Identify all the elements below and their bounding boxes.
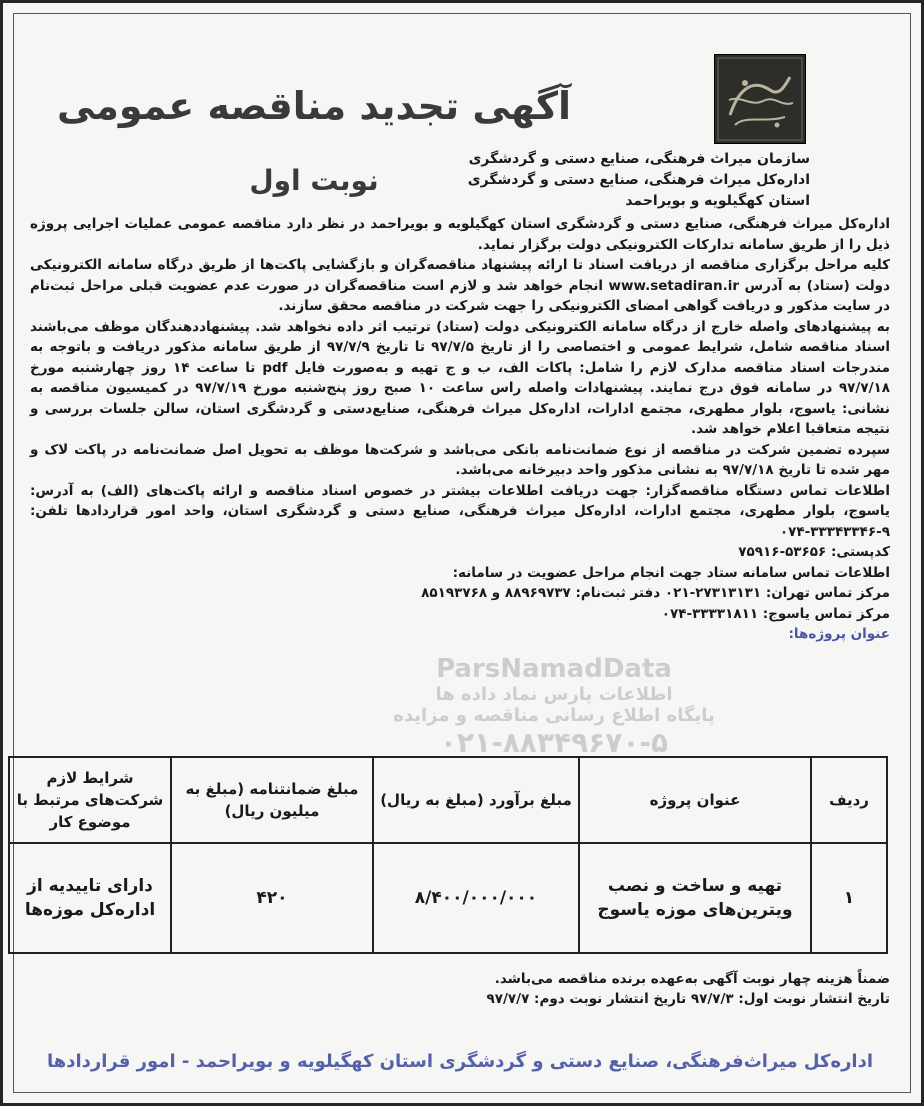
projects-heading: عنوان پروژه‌ها:: [788, 626, 890, 642]
paragraph-guarantee: سپرده تضمین شرکت در مناقصه از نوع ضمانت‌نامه بانکی می‌باشد و شرکت‌ها موظف به تحویل اصل ضمانت‌نامه در پاکت لاک و مهر شده تا تاریخ ۹۷/۷/۱۸ به نشانی مذکور واحد دبیرخانه می‌باشد.: [30, 441, 890, 478]
organization-name-block: [450, 149, 810, 212]
footnote-publish-dates: تاریخ انتشار نوبت اول: ۹۷/۷/۳ تاریخ انتشار نوبت دوم: ۹۷/۷/۷: [486, 991, 890, 1007]
cell-project-title: تهیه و ساخت و نصب ویترین‌های موزه یاسوج: [579, 843, 811, 953]
issuer-signature-line: اداره‌کل میراث‌فرهنگی، صنایع دستی و گردشگری استان کهگیلویه و بویراحمد - امور قراردادها: [46, 1051, 874, 1072]
cell-requirements: دارای تاییدیه از اداره‌کل موزه‌ها: [9, 843, 171, 953]
organization-logo: [714, 54, 806, 144]
header-project-title: عنوان پروژه: [579, 757, 811, 843]
watermark: [344, 654, 764, 759]
paragraph-setad-contact: اطلاعات تماس سامانه ستاد جهت انجام مراحل عضویت در سامانه:: [452, 564, 890, 581]
org-line-1: سازمان میراث فرهنگی، صنایع دستی و گردشگری: [468, 151, 810, 167]
watermark-line-3: پایگاه اطلاع رسانی مناقصه و مزایده: [393, 705, 715, 726]
paragraph-deadlines: به پیشنهادهای واصله خارج از درگاه سامانه الکترونیکی دولت (ستاد) ترتیب اثر داده نخواهد شد. پیشنهاددهندگان موظف می‌باشند اسناد مناقصه شامل، شرایط عمومی و اختصاصی را از تاریخ ۹۷/۷/۵ تا تاریخ ۹۷/۷/۹ از طریق سامانه مذکور دریافت و باتوجه به مندرجات اسناد مناقصه مدارک لازم را شامل: پاکات الف، ب و ج تهیه و به‌صورت فایل pdf تا ساعت ۱۴ روز چهارشنبه مورخ ۹۷/۷/۱۸ در سامانه فوق درج نمایند. پیشنهادات واصله راس ساعت ۱۰ صبح روز پنج‌شنبه مورخ ۹۷/۷/۱۹ در کمیسیون مناقصه به نشانی: یاسوج، بلوار مطهری، مجتمع ادارات، اداره‌کل میراث فرهنگی، صنایع‌دستی و گردشگری استان، سالن جلسات بررسی و نتیجه متعاقبا اعلام خواهد شد.: [30, 318, 891, 437]
table-header-row: [9, 757, 887, 843]
projects-table: [8, 756, 888, 954]
footnotes: [30, 969, 890, 1009]
cell-row-number: ۱: [811, 843, 887, 953]
header-guarantee: مبلغ ضمانتنامه (مبلغ به میلیون ریال): [171, 757, 373, 843]
paragraph-yasuj-contact: مرکز تماس یاسوج: ۳۳۳۳۱۸۱۱-۰۷۴: [661, 605, 890, 622]
watermark-line-4: ۰۲۱-۸۸۳۴۹۶۷۰-۵: [439, 726, 669, 759]
notice-round: نوبت اول: [249, 164, 379, 197]
header-row-number: ردیف: [811, 757, 887, 843]
notice-header: [14, 34, 910, 214]
paragraph-postal-code: کدپستی: ۵۳۶۵۶-۷۵۹۱۶: [738, 544, 890, 560]
paragraph-process: کلیه مراحل برگزاری مناقصه از دریافت اسناد تا ارائه پیشنهاد مناقصه‌گران و بازگشایی پاکت‌ها از طریق درگاه سامانه الکترونیکی دولت (ستاد) به آدرس www.setadiran.ir انجام خواهد شد و لازم است مناقصه‌گران در صورت عدم عضویت قبلی مراحل ثبت‌نام در سایت مذکور و دریافت گواهی امضای الکترونیکی را جهت شرکت در مناقصه محقق سازند.: [30, 257, 890, 314]
org-line-3: استان کهگیلویه و بویراحمد: [625, 193, 810, 209]
footnote-ad-cost: ضمناً هزینه چهار نوبت آگهی به‌عهده برنده مناقصه می‌باشد.: [494, 971, 890, 987]
header-requirements: شرایط لازم شرکت‌های مرتبط با موضوع کار: [9, 757, 171, 843]
header-estimate: مبلغ برآورد (مبلغ به ریال): [373, 757, 579, 843]
notice-body: [30, 214, 890, 645]
paragraph-contact: اطلاعات تماس دستگاه مناقصه‌گزار: جهت دریافت اطلاعات بیشتر در خصوص اسناد مناقصه و ارائه پاکت‌های (الف) به آدرس: یاسوج، بلوار مطهری، مجتمع ادارات، اداره‌کل میراث فرهنگی، صنایع دستی و گردشگری استان، واحد امور قراردادها تلفن: ۹-۳۳۳۴۳۳۴۶-۰۷۴: [30, 482, 890, 540]
notice-frame: [13, 13, 911, 1093]
projects-table-container: [8, 756, 888, 954]
paragraph-intro: اداره‌کل میراث فرهنگی، صنایع دستی و گردشگری استان کهگیلویه و بویراحمد در نظر دارد مناقصه عمومی عملیات اجرایی پروژه ذیل را از طریق سامانه تدارکات الکترونیکی دولت برگزار نماید.: [30, 216, 890, 253]
watermark-line-1: ParsNamadData: [436, 654, 672, 684]
org-line-2: اداره‌کل میراث فرهنگی، صنایع دستی و گردشگری: [467, 172, 810, 188]
table-row: [9, 843, 887, 953]
notice-title: آگهی تجدید مناقصه عمومی: [56, 84, 572, 128]
cell-estimate: ۸/۴۰۰/۰۰۰/۰۰۰: [373, 843, 579, 953]
cell-guarantee: ۴۲۰: [171, 843, 373, 953]
paragraph-tehran-contact: مرکز تماس تهران: ۲۷۳۱۳۱۳۱-۰۲۱ دفتر ثبت‌نام: ۸۸۹۶۹۷۳۷ و ۸۵۱۹۳۷۶۸: [421, 585, 890, 601]
watermark-line-2: اطلاعات پارس نماد داده ها: [435, 684, 673, 705]
